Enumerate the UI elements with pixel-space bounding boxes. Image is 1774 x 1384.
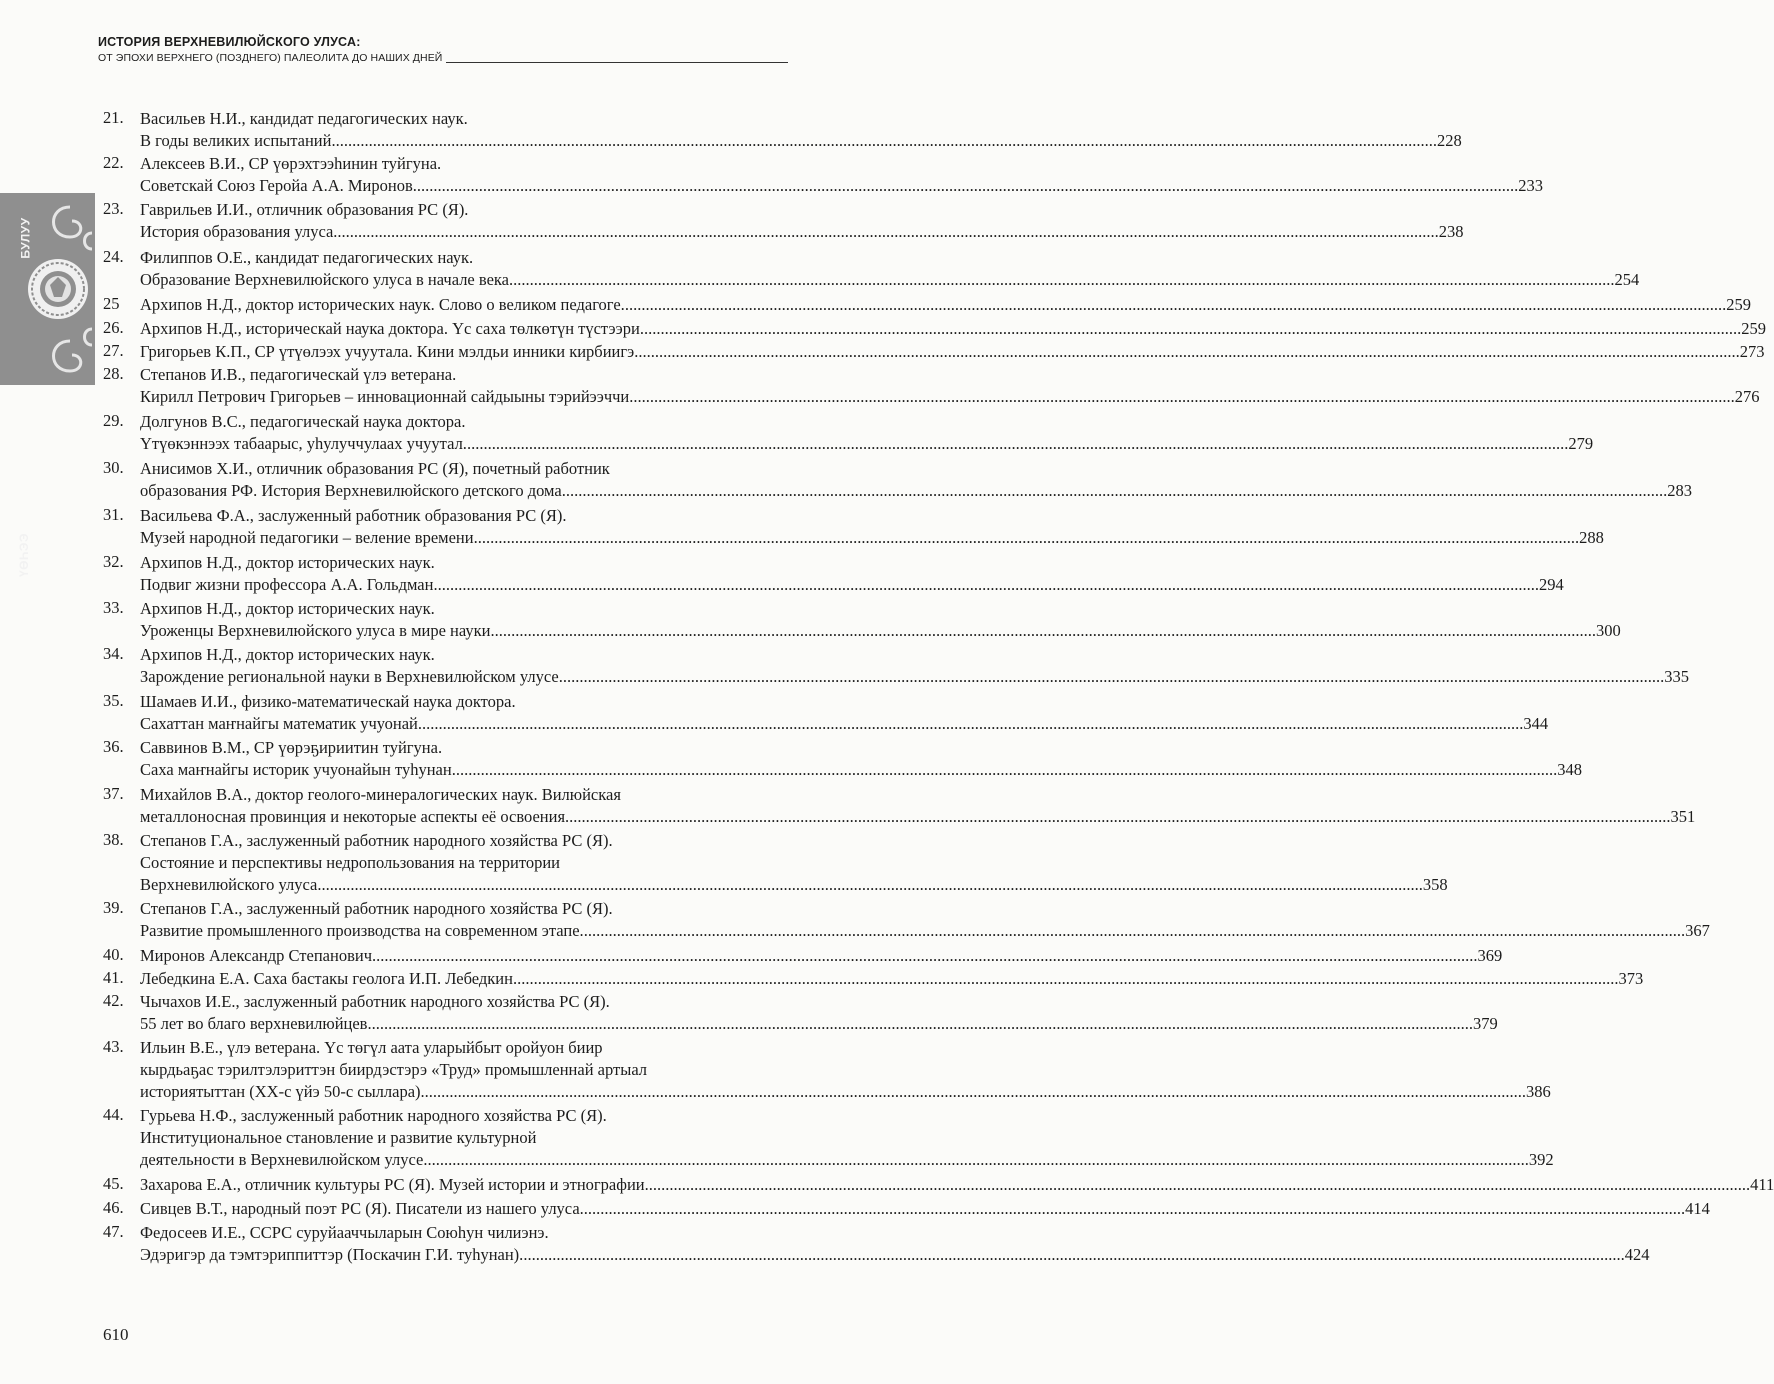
entry-number: 38. bbox=[103, 830, 124, 849]
entry-number: 42. bbox=[103, 991, 124, 1010]
entry-body bbox=[140, 364, 1760, 408]
entry-text: кырдьаҕас тэрилтэлэриттэн биирдэстэрэ «Труд» промышленнай артыал bbox=[140, 1060, 648, 1079]
entry-line bbox=[140, 874, 1448, 896]
page-number: 610 bbox=[103, 1325, 129, 1344]
entry-number: 37. bbox=[103, 784, 124, 803]
entry-page: 367 bbox=[1685, 921, 1710, 940]
entry-number: 22. bbox=[103, 153, 124, 172]
entry-line bbox=[140, 898, 1710, 920]
dot-leader bbox=[376, 945, 1477, 967]
entry-line bbox=[140, 505, 1604, 527]
entry-body bbox=[140, 247, 1639, 291]
header-rule bbox=[446, 62, 788, 63]
entry-page: 300 bbox=[1595, 621, 1621, 640]
entry-body bbox=[140, 153, 1543, 197]
entry-body bbox=[140, 1037, 1551, 1103]
dot-leader bbox=[523, 1244, 1624, 1266]
toc-entry bbox=[103, 898, 1710, 942]
entry-text: Состояние и перспективы недропользования на территории bbox=[140, 853, 560, 872]
entry-number: 25 bbox=[103, 294, 120, 313]
entry-line bbox=[140, 175, 1543, 197]
toc-entry bbox=[103, 153, 1543, 197]
toc-entry bbox=[103, 691, 1549, 735]
dot-leader bbox=[584, 1198, 1685, 1220]
dot-leader bbox=[417, 175, 1518, 197]
entry-body bbox=[140, 108, 1462, 152]
entry-body bbox=[140, 341, 1764, 363]
entry-page: 369 bbox=[1477, 946, 1503, 965]
entry-text: историятыттан (ХХ-с үйэ 50-с сыллара). bbox=[140, 1082, 425, 1101]
dot-leader bbox=[625, 294, 1726, 316]
entry-text: Архипов Н.Д., доктор исторических наук. bbox=[140, 599, 435, 618]
entry-text: Архипов Н.Д., историческай наука доктора. Үс саха төлкөтүн түстээри bbox=[140, 319, 640, 338]
entry-page: 335 bbox=[1664, 667, 1689, 686]
entry-page: 254 bbox=[1614, 270, 1640, 289]
entry-line bbox=[140, 620, 1621, 642]
book-title: ИСТОРИЯ ВЕРХНЕВИЛЮЙСКОГО УЛУСА: bbox=[98, 35, 361, 49]
dot-leader bbox=[438, 574, 1539, 596]
entry-text: Чычахов И.Е., заслуженный работник народного хозяйства РС (Я). bbox=[140, 992, 610, 1011]
entry-page: 288 bbox=[1579, 528, 1604, 547]
entry-text: Васильев Н.И., кандидат педагогических наук. bbox=[140, 109, 468, 128]
dot-leader bbox=[633, 386, 1734, 408]
entry-line bbox=[140, 1174, 1774, 1196]
dot-leader bbox=[495, 620, 1596, 642]
entry-number: 28. bbox=[103, 364, 124, 383]
entry-line bbox=[140, 968, 1643, 990]
entry-line bbox=[140, 784, 1695, 806]
entry-page: 414 bbox=[1685, 1199, 1710, 1218]
dot-leader bbox=[569, 806, 1670, 828]
entry-text: Миронов Александр Степанович. bbox=[140, 946, 377, 965]
entry-text: Архипов Н.Д., доктор исторических наук. Слово о великом педагоге. bbox=[140, 295, 625, 314]
entry-text: Верхневилюйского улуса. bbox=[140, 875, 322, 894]
entry-text: Степанов И.В., педагогическай үлэ ветерана. bbox=[140, 365, 457, 384]
dot-leader bbox=[456, 759, 1557, 781]
entry-text: Шамаев И.И., физико-математическай наука доктора. bbox=[140, 692, 516, 711]
entry-body bbox=[140, 737, 1582, 781]
toc-entry bbox=[103, 784, 1696, 828]
entry-text: Сивцев В.Т., народный поэт РС (Я). Писатели из нашего улуса. bbox=[140, 1199, 584, 1218]
entry-text: 55 лет во благо верхневилюйцев. bbox=[140, 1014, 372, 1033]
entry-body bbox=[140, 1105, 1554, 1171]
toc-entry bbox=[103, 1037, 1551, 1103]
entry-page: 283 bbox=[1667, 481, 1692, 500]
entry-text: Ильин В.Е., үлэ ветерана. Үс төгүл аата уларыйбыт оройуон биир bbox=[140, 1038, 603, 1057]
toc-entry bbox=[103, 1222, 1650, 1266]
entry-line bbox=[140, 1081, 1551, 1103]
entry-text: Васильева Ф.А., заслуженный работник образования РС (Я). bbox=[140, 506, 567, 525]
entry-line bbox=[140, 221, 1464, 243]
entry-page: 259 bbox=[1726, 295, 1751, 314]
entry-line bbox=[140, 1149, 1554, 1171]
entry-number: 44. bbox=[103, 1105, 124, 1124]
entry-line bbox=[140, 830, 1448, 852]
entry-page: 373 bbox=[1618, 969, 1644, 988]
entry-text: Григорьев К.П., СР үтүөлээх учуутала. Кини мэлдьи инники кирбиигэ. bbox=[140, 342, 639, 361]
entry-line bbox=[140, 713, 1548, 735]
entry-line bbox=[140, 737, 1582, 759]
entry-text: Гурьева Н.Ф., заслуженный работник народного хозяйства РС (Я). bbox=[140, 1106, 607, 1125]
entry-text: Сахаттан маҥнайгы математик учуонай. bbox=[140, 714, 422, 733]
entry-body bbox=[140, 968, 1643, 990]
entry-text: Музей народной педагогики – веление времени. bbox=[140, 528, 478, 547]
entry-body bbox=[140, 199, 1464, 243]
entry-line bbox=[140, 1037, 1551, 1059]
entry-text: Институциональное становление и развитие культурной bbox=[140, 1128, 537, 1147]
entry-body bbox=[140, 1198, 1710, 1220]
toc-entry bbox=[103, 505, 1604, 549]
toc-entry bbox=[103, 644, 1689, 688]
entry-body bbox=[140, 1174, 1774, 1196]
toc-entry bbox=[103, 364, 1760, 408]
entry-body bbox=[140, 830, 1448, 896]
entry-body bbox=[140, 644, 1689, 688]
entry-number: 21. bbox=[103, 108, 124, 127]
entry-line bbox=[140, 294, 1751, 316]
entry-text: Алексеев В.И., СР үөрэхтээһинин туйгуна. bbox=[140, 154, 442, 173]
entry-line bbox=[140, 1198, 1710, 1220]
entry-line bbox=[140, 920, 1710, 942]
entry-page: 228 bbox=[1436, 131, 1462, 150]
dot-leader bbox=[513, 269, 1614, 291]
entry-line bbox=[140, 759, 1582, 781]
entry-line bbox=[140, 691, 1548, 713]
dot-leader bbox=[563, 666, 1664, 688]
entry-line bbox=[140, 247, 1639, 269]
entry-text: Анисимов Х.И., отличник образования РС (Я), почетный работник bbox=[140, 459, 610, 478]
entry-page: 276 bbox=[1734, 387, 1760, 406]
entry-text: Степанов Г.А., заслуженный работник народного хозяйства РС (Я). bbox=[140, 899, 613, 918]
toc-entry bbox=[103, 341, 1765, 363]
entry-number: 36. bbox=[103, 737, 124, 756]
entry-text: В годы великих испытаний. bbox=[140, 131, 336, 150]
dot-leader bbox=[427, 1149, 1528, 1171]
entry-line bbox=[140, 411, 1593, 433]
entry-number: 29. bbox=[103, 411, 124, 430]
entry-line bbox=[140, 644, 1689, 666]
entry-line bbox=[140, 666, 1689, 688]
entry-body bbox=[140, 945, 1502, 967]
entry-text: образования РФ. История Верхневилюйского детского дома. bbox=[140, 481, 566, 500]
entry-number: 27. bbox=[103, 341, 124, 360]
dot-leader bbox=[321, 874, 1422, 896]
toc-entry bbox=[103, 598, 1621, 642]
entry-page: 379 bbox=[1472, 1014, 1498, 1033]
dot-leader bbox=[467, 433, 1568, 455]
entry-line bbox=[140, 574, 1564, 596]
entry-text: Гаврильев И.И., отличник образования РС (Я). bbox=[140, 200, 469, 219]
entry-text: Захарова Е.А., отличник культуры РС (Я). Музей истории и этнографии. bbox=[140, 1175, 649, 1194]
entry-number: 35. bbox=[103, 691, 124, 710]
entry-line bbox=[140, 433, 1593, 455]
entry-page: 279 bbox=[1568, 434, 1594, 453]
entry-text: Михайлов В.А., доктор геолого-минералогических наук. Вилюйская bbox=[140, 785, 621, 804]
entry-line bbox=[140, 458, 1692, 480]
entry-line bbox=[140, 199, 1464, 221]
entry-line bbox=[140, 1105, 1554, 1127]
entry-text: Образование Верхневилюйского улуса в начале века. bbox=[140, 270, 514, 289]
toc-entry bbox=[103, 991, 1498, 1035]
dot-leader bbox=[517, 968, 1618, 990]
entry-text: История образования улуса. bbox=[140, 222, 338, 241]
dot-leader bbox=[372, 1013, 1473, 1035]
entry-text: Саввинов В.М., СР үөрэҕириитин туйгуна. bbox=[140, 738, 443, 757]
entry-text: Уроженцы Верхневилюйского улуса в мире науки. bbox=[140, 621, 495, 640]
entry-text: Развитие промышленного производства на современном этапе. bbox=[140, 921, 584, 940]
toc-entry bbox=[103, 108, 1462, 152]
entry-number: 34. bbox=[103, 644, 124, 663]
entry-text: деятельности в Верхневилюйском улусе. bbox=[140, 1150, 428, 1169]
entry-page: 351 bbox=[1670, 807, 1696, 826]
toc-entry bbox=[103, 318, 1766, 340]
entry-body bbox=[140, 411, 1593, 455]
entry-body bbox=[140, 458, 1692, 502]
entry-body bbox=[140, 598, 1621, 642]
dot-leader bbox=[422, 713, 1523, 735]
dot-leader bbox=[640, 318, 1741, 340]
ornament-icon bbox=[0, 193, 95, 385]
entry-page: 273 bbox=[1739, 342, 1765, 361]
entry-page: 424 bbox=[1624, 1245, 1650, 1264]
table-of-contents bbox=[103, 108, 1774, 1268]
dot-leader bbox=[649, 1174, 1750, 1196]
side-tab bbox=[0, 193, 95, 578]
entry-number: 47. bbox=[103, 1222, 124, 1241]
entry-page: 294 bbox=[1538, 575, 1564, 594]
entry-line bbox=[140, 598, 1621, 620]
dot-leader bbox=[584, 920, 1685, 942]
entry-text: Федосеев И.Е., ССРС суруйааччыларын Союһун чилиэнэ. bbox=[140, 1223, 549, 1242]
entry-body bbox=[140, 294, 1751, 316]
entry-body bbox=[140, 505, 1604, 549]
entry-line bbox=[140, 945, 1502, 967]
entry-line bbox=[140, 130, 1462, 152]
toc-entry bbox=[103, 294, 1751, 316]
tab-label-top: БУЛУУ bbox=[18, 217, 33, 259]
entry-line bbox=[140, 153, 1543, 175]
entry-number: 30. bbox=[103, 458, 124, 477]
entry-number: 45. bbox=[103, 1174, 124, 1193]
entry-text: Степанов Г.А., заслуженный работник народного хозяйства РС (Я). bbox=[140, 831, 613, 850]
entry-number: 33. bbox=[103, 598, 124, 617]
entry-line bbox=[140, 1222, 1649, 1244]
entry-number: 46. bbox=[103, 1198, 124, 1217]
entry-line bbox=[140, 1059, 1551, 1081]
toc-entry bbox=[103, 1174, 1774, 1196]
entry-page: 233 bbox=[1518, 176, 1543, 195]
entry-number: 39. bbox=[103, 898, 124, 917]
entry-text: Кирилл Петрович Григорьев – инновационнай сайдыыны тэрийээччи. bbox=[140, 387, 634, 406]
toc-entry bbox=[103, 458, 1692, 502]
entry-line bbox=[140, 1127, 1554, 1149]
entry-body bbox=[140, 552, 1564, 596]
entry-body bbox=[140, 1222, 1649, 1266]
entry-body bbox=[140, 991, 1498, 1035]
entry-line bbox=[140, 269, 1639, 291]
toc-entry bbox=[103, 552, 1564, 596]
book-subtitle: ОТ ЭПОХИ ВЕРХНЕГО (ПОЗДНЕГО) ПАЛЕОЛИТА ДО НАШИХ ДНЕЙ bbox=[98, 52, 443, 64]
entry-line bbox=[140, 108, 1462, 130]
toc-entry bbox=[103, 1198, 1710, 1220]
dot-leader bbox=[425, 1081, 1526, 1103]
entry-text: Филиппов О.Е., кандидат педагогических наук. bbox=[140, 248, 474, 267]
entry-page: 259 bbox=[1741, 319, 1766, 338]
toc-entry bbox=[103, 247, 1640, 291]
entry-text: металлоносная провинция и некоторые аспекты её освоения. bbox=[140, 807, 570, 826]
toc-entry bbox=[103, 411, 1594, 455]
entry-text: Зарождение региональной науки в Верхневилюйском улусе. bbox=[140, 667, 563, 686]
entry-body bbox=[140, 898, 1710, 942]
entry-line bbox=[140, 1244, 1649, 1266]
toc-entry bbox=[103, 737, 1582, 781]
entry-text: Архипов Н.Д., доктор исторических наук. bbox=[140, 553, 435, 572]
entry-number: 26. bbox=[103, 318, 124, 337]
toc-entry bbox=[103, 830, 1448, 896]
entry-page: 344 bbox=[1523, 714, 1549, 733]
entry-line bbox=[140, 480, 1692, 502]
entry-number: 41. bbox=[103, 968, 124, 987]
tab-label-bottom: ҮӨҺЭЭ bbox=[17, 532, 32, 578]
entry-text: Үтүөкэннээх табаарыс, уһулуччулаах учуутал. bbox=[140, 434, 467, 453]
entry-number: 43. bbox=[103, 1037, 124, 1056]
entry-body bbox=[140, 784, 1695, 828]
entry-text: Архипов Н.Д., доктор исторических наук. bbox=[140, 645, 435, 664]
entry-body bbox=[140, 691, 1548, 735]
entry-text: Эдэригэр да тэмтэриппиттэр (Поскачин Г.И. туһунан). bbox=[140, 1245, 524, 1264]
entry-number: 40. bbox=[103, 945, 124, 964]
subtitle-row bbox=[98, 52, 788, 65]
entry-line bbox=[140, 341, 1764, 363]
entry-body bbox=[140, 318, 1766, 340]
entry-line bbox=[140, 852, 1448, 874]
entry-line bbox=[140, 527, 1604, 549]
entry-text: Саха маҥнайгы историк учуонайын туһунан. bbox=[140, 760, 456, 779]
entry-number: 23. bbox=[103, 199, 124, 218]
entry-line bbox=[140, 806, 1695, 828]
entry-text: Долгунов В.С., педагогическай наука доктора. bbox=[140, 412, 466, 431]
entry-page: 386 bbox=[1526, 1082, 1551, 1101]
entry-line bbox=[140, 1013, 1498, 1035]
entry-page: 392 bbox=[1528, 1150, 1554, 1169]
dot-leader bbox=[566, 480, 1667, 502]
entry-text: Лебедкина Е.А. Саха бастакы геолога И.П. Лебедкин. bbox=[140, 969, 518, 988]
entry-line bbox=[140, 552, 1564, 574]
entry-page: 411 bbox=[1750, 1175, 1774, 1194]
running-header bbox=[98, 34, 788, 65]
entry-text: Советскай Союз Геройа А.А. Миронов. bbox=[140, 176, 417, 195]
entry-line bbox=[140, 364, 1760, 386]
entry-line bbox=[140, 991, 1498, 1013]
entry-text: Подвиг жизни профессора А.А. Гольдман. bbox=[140, 575, 438, 594]
dot-leader bbox=[337, 221, 1438, 243]
dot-leader bbox=[336, 130, 1437, 152]
toc-entry bbox=[103, 968, 1644, 990]
entry-number: 24. bbox=[103, 247, 124, 266]
entry-page: 348 bbox=[1557, 760, 1582, 779]
entry-line bbox=[140, 386, 1760, 408]
entry-number: 32. bbox=[103, 552, 124, 571]
dot-leader bbox=[478, 527, 1579, 549]
entry-number: 31. bbox=[103, 505, 124, 524]
entry-page: 358 bbox=[1422, 875, 1448, 894]
toc-entry bbox=[103, 1105, 1554, 1171]
toc-entry bbox=[103, 199, 1464, 243]
entry-page: 238 bbox=[1438, 222, 1464, 241]
toc-entry bbox=[103, 945, 1503, 967]
dot-leader bbox=[638, 341, 1739, 363]
entry-line bbox=[140, 318, 1766, 340]
